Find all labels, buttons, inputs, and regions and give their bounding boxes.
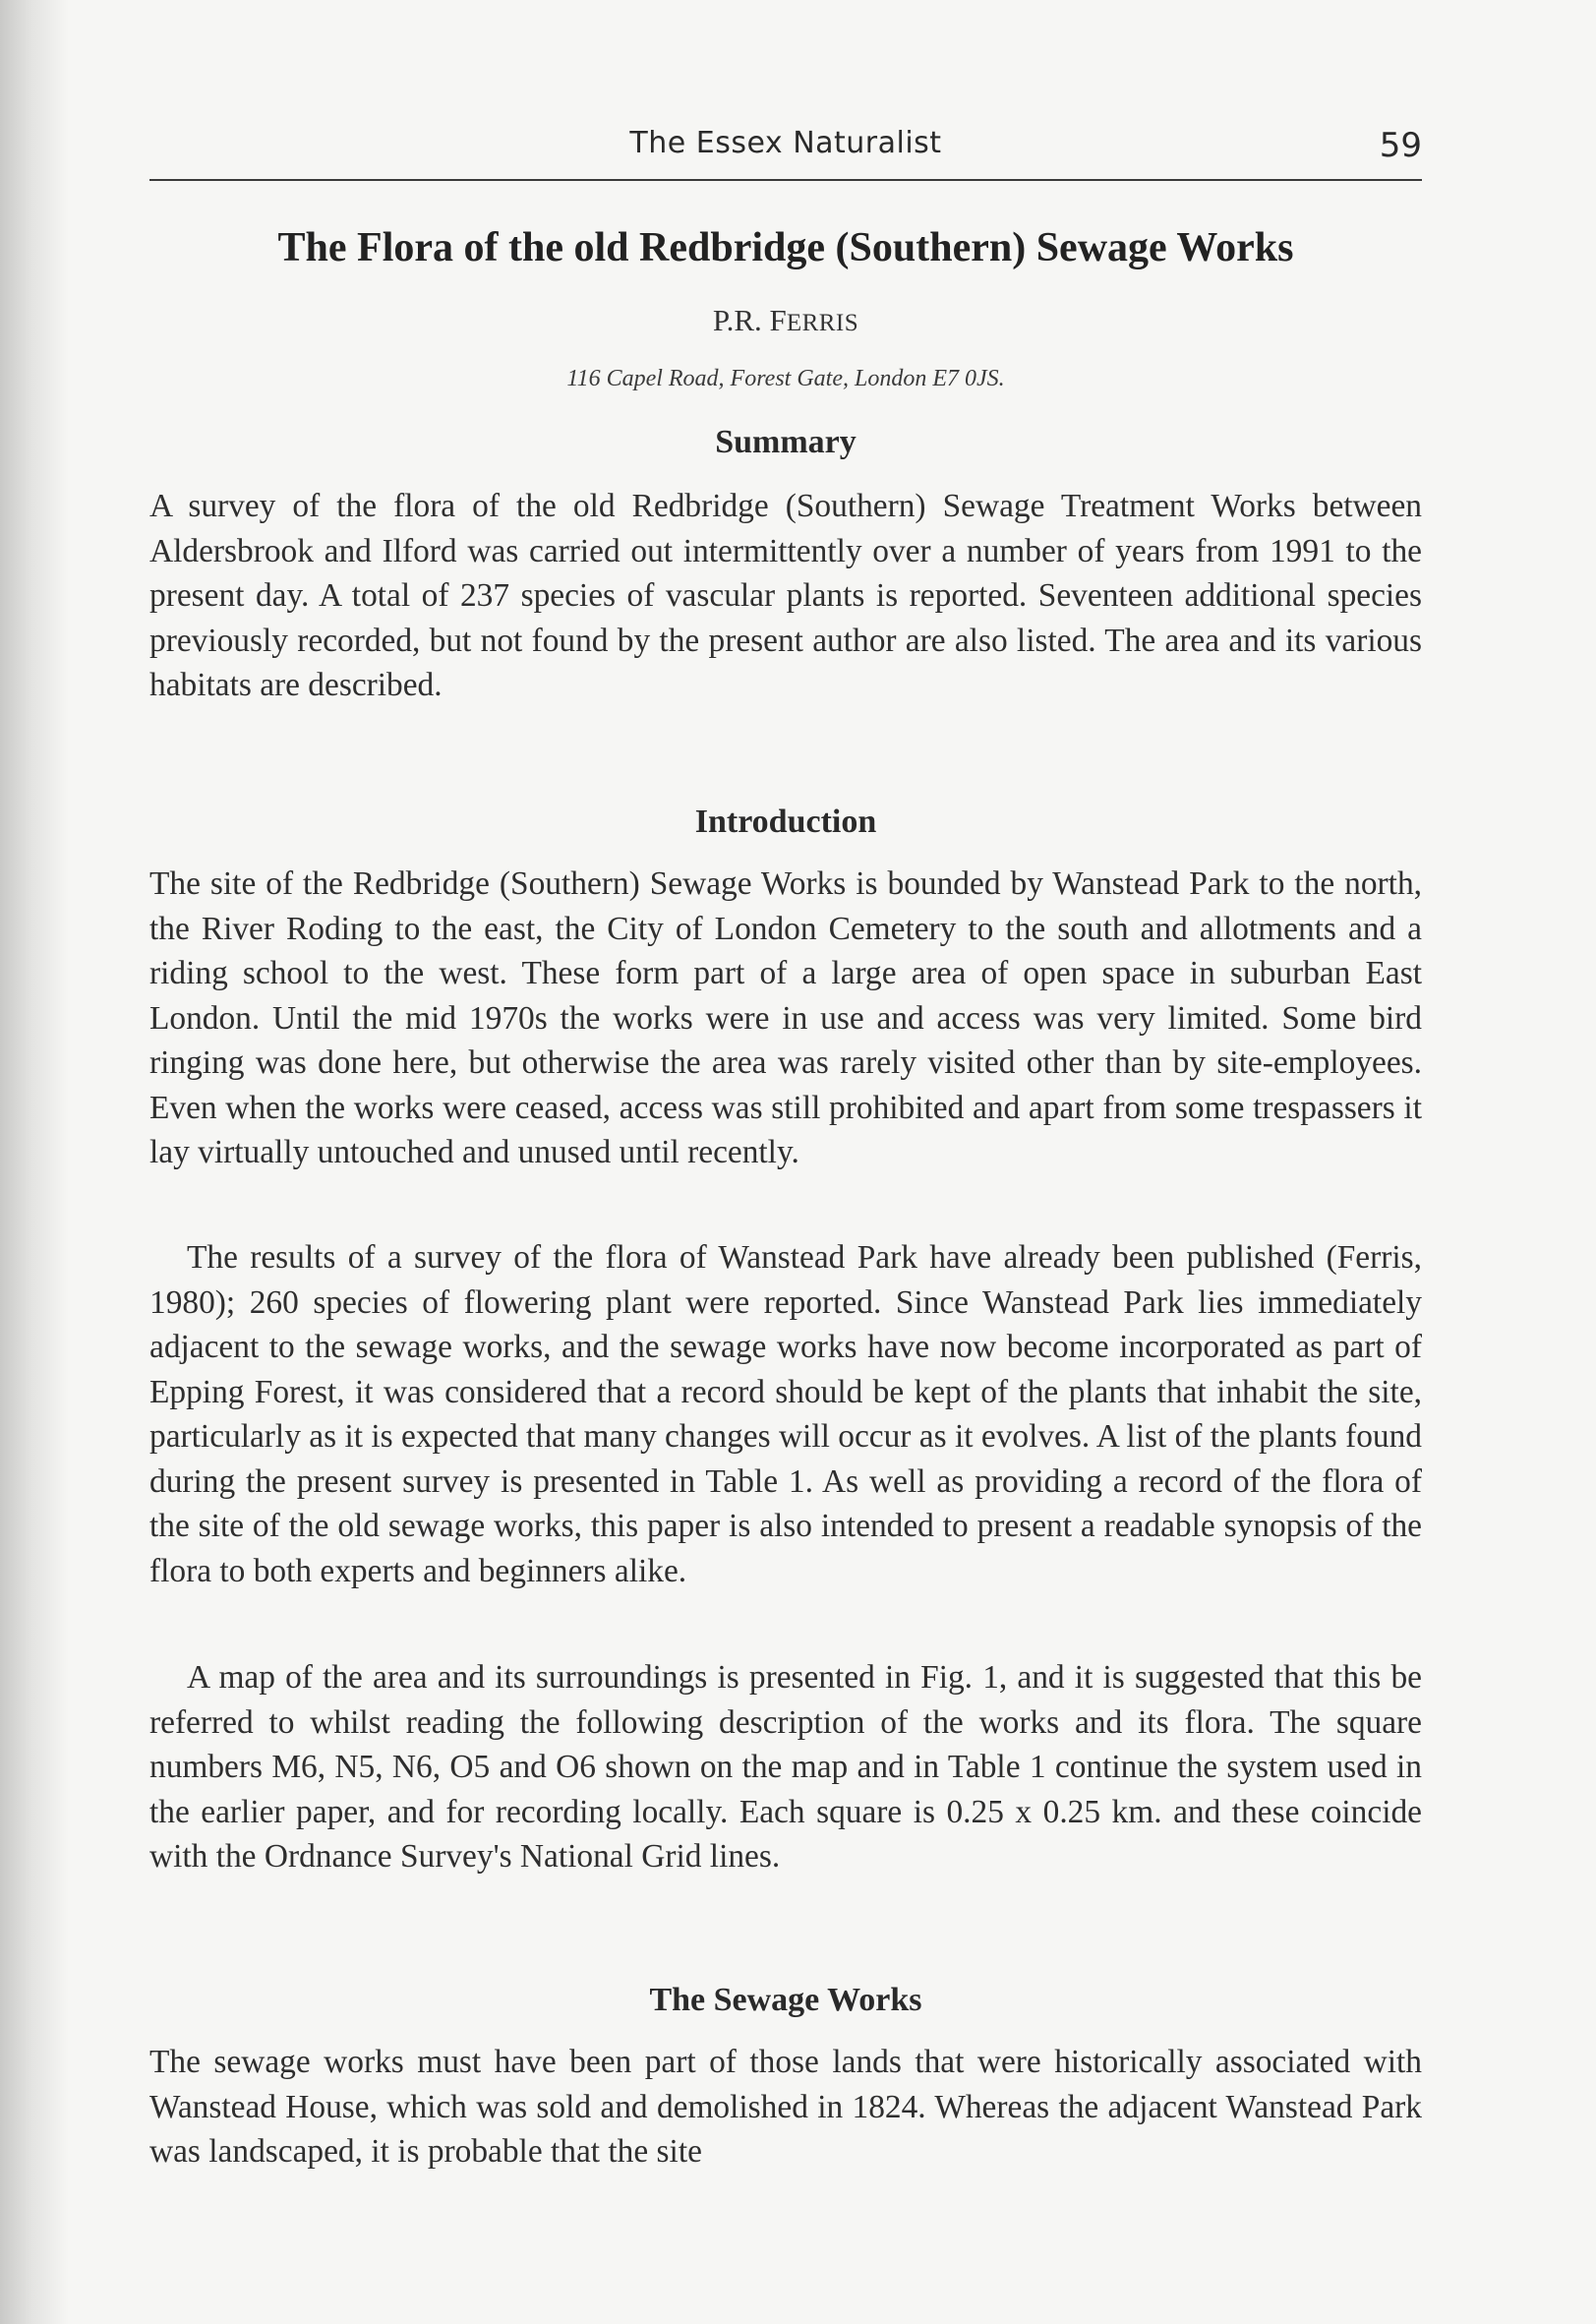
journal-page [149,0,1422,2324]
introduction-heading: Introduction [694,804,877,840]
article-title: The Flora of the old Redbridge (Southern) Sewage Works [277,225,1294,270]
sewage-works-heading: The Sewage Works [649,1982,922,2018]
introduction-paragraph-1: The site of the Redbridge (Southern) Sewage Works is bounded by Wanstead Park to the north, the River Roding to the east, the City of London Cemetery to the south and allotments and a riding school to the west. These form part of a large area of open space in suburban East London. Until the mid 1970s the works were in use and access was very limited. Some bird ringing was done here, but otherwise the area was rarely visited other than by site-employees. Even when the works were ceased, access was still prohibited and apart from some trespassers it lay virtually untouched and unused until recently. [149,865,1422,1170]
page-edge-shadow [0,0,69,2324]
sewage-works-paragraph: The sewage works must have been part of those lands that were historically associated with Wanstead House, which was sold and demolished in 1824. Whereas the adjacent Wanstead Park was landscaped, it is probable that the site [149,2044,1422,2170]
running-head [149,126,1422,169]
page-number: 59 [1379,126,1422,165]
author-name [149,301,1422,343]
header-rule [149,179,1422,181]
introduction-paragraph-3: A map of the area and its surroundings is presented in Fig. 1, and it is suggested that this be referred to whilst reading the following description of the works and its flora. The square numbers M6, N5, N6, O5 and O6 shown on the map and in Table 1 continue the system used in the earlier paper, and for recording locally. Each square is 0.25 x 0.25 km. and these coincide with the Ordnance Survey's National Grid lines. [149,1659,1422,1875]
introduction-paragraph-2: The results of a survey of the flora of Wanstead Park have already been published (Ferris, 1980); 260 species of flowering plant were reported. Since Wanstead Park lies immediately adjacent to the sewage works, and the sewage works have now become incorporated as part of Epping Forest, it was considered that a record should be kept of the plants that inhabit the site, particularly as it is expected that many changes will occur as it evolves. A list of the plants found during the present survey is presented in Table 1. As well as providing a record of the flora of the site of the old sewage works, this paper is also intended to present a readable synopsis of the flora to both experts and beginners alike. [149,1239,1422,1589]
summary-paragraph: A survey of the flora of the old Redbridge (Southern) Sewage Treatment Works between Aldersbrook and Ilford was carried out intermittently over a number of years from 1991 to the present day. A total of 237 species of vascular plants is reported. Seventeen additional species previously recorded, but not found by the present author are also listed. The area and its various habitats are described. [149,488,1422,703]
author-initials: P.R. F [712,303,787,337]
summary-heading: Summary [715,424,857,460]
journal-name: The Essex Naturalist [629,126,942,160]
author-surname: ERRIS [786,310,859,336]
author-address: 116 Capel Road, Forest Gate, London E7 0JS. [566,366,1005,391]
